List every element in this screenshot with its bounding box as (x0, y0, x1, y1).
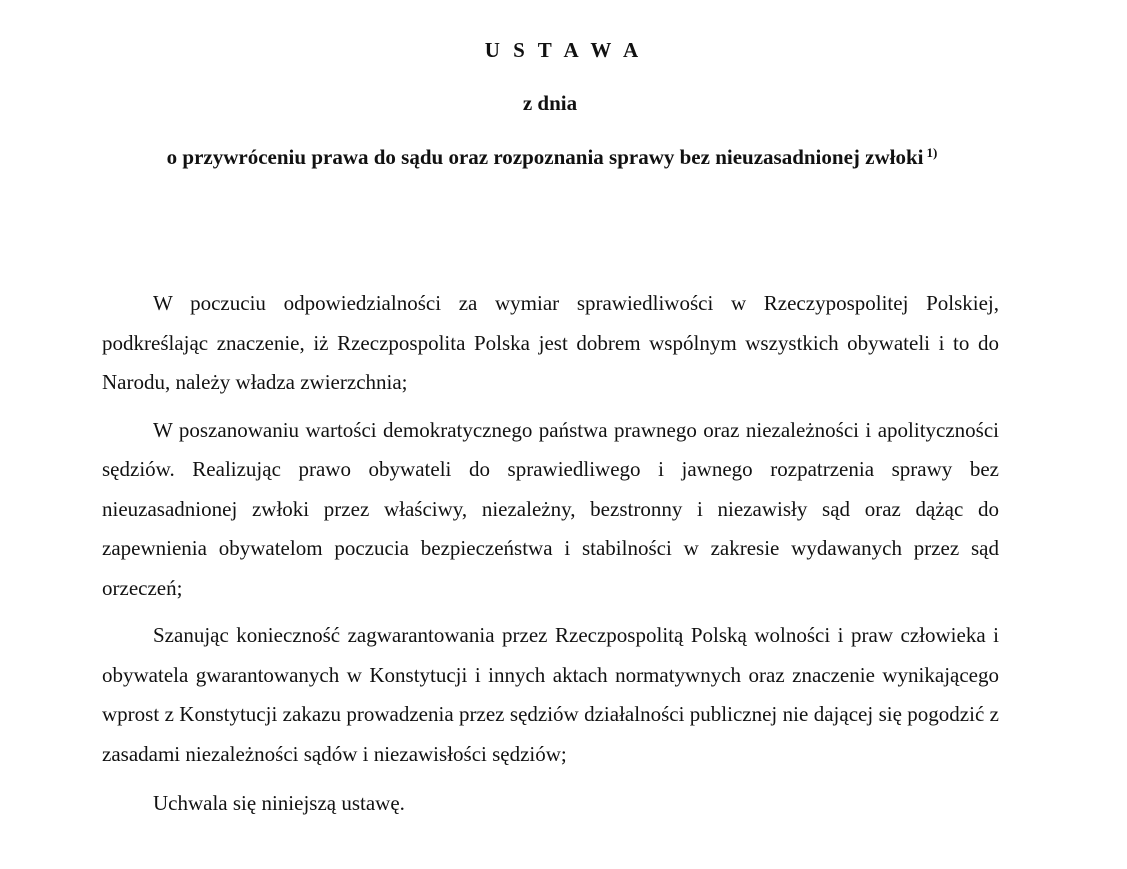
preamble (102, 284, 999, 824)
preamble-paragraph-1: W poczuciu odpowiedzialności za wymiar sprawiedliwości w Rzeczypospolitej Polskiej, podkreślając znaczenie, iż Rzeczpospolita Polska jest dobrem wspólnym wszystkich obywateli i to do Narodu, należy władza zwierzchnia; (102, 291, 999, 394)
document-subject-text: o przywróceniu prawa do sądu oraz rozpoznania sprawy bez nieuzasadnionej zwłoki (166, 145, 924, 169)
enacting-clause: Uchwala się niniejszą ustawę. (153, 791, 405, 815)
document-date-line: z dnia (522, 91, 578, 115)
preamble-paragraph-3: Szanując konieczność zagwarantowania przez Rzeczpospolitą Polską wolności i praw człowieka i obywatela gwarantowanych w Konstytucji i innych aktach normatywnych oraz znaczenie wynikającego wprost z Konstytucji zakazu prowadzenia przez sędziów działalności publicznej nie dającej się pogodzić z zasadami niezależności sądów i niezawisłości sędziów; (102, 623, 999, 766)
document-subject (0, 145, 1104, 170)
document-title: U S T A W A (484, 38, 643, 62)
preamble-paragraph-2: W poszanowaniu wartości demokratycznego państwa prawnego oraz niezależności i apolityczności sędziów. Realizując prawo obywateli do sprawiedliwego i jawnego rozpatrzenia sprawy bez nieuzasadnionej zwłoki przez właściwy, niezależny, bezstronny i niezawisły sąd oraz dążąc do zapewnienia obywatelom poczucia bezpieczeństwa i stabilności w zakresie wydawanych przez sąd orzeczeń; (102, 417, 999, 600)
footnote-reference[interactable]: 1) (926, 145, 938, 160)
